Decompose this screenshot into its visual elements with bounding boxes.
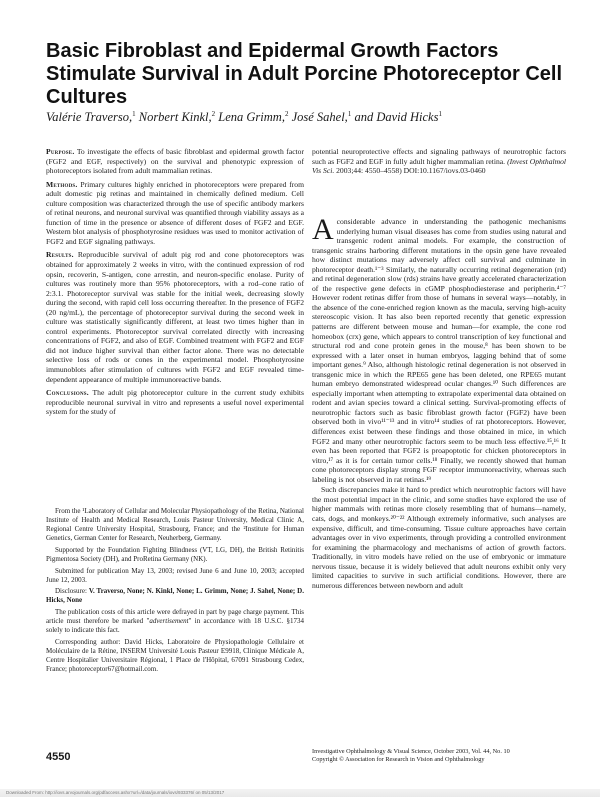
- body-text: [312, 213, 566, 590]
- abstract-conclusions-cont: potential neuroprotective effects and signaling pathways of neurotrophic factors such as FGF2 and EGF in fully adult higher mammalian retina. (Invest Ophthalmol Vis Sci. 2003;44: 4550–4558) DOI:10.1167/iovs.03-0460: [312, 147, 566, 176]
- methods-label: Methods.: [46, 179, 78, 189]
- article-title: Basic Fibroblast and Epidermal Growth Factors Stimulate Survival in Adult Porcine Photoreceptor Cell Cultures: [46, 40, 563, 108]
- affiliation-note: From the ¹Laboratory of Cellular and Molecular Physiopathology of the Retina, National Institute of Health and Medical Research, Louis Pasteur University, Medical Clinic A, Regional Centre University Hospital, Strasbourg, France; and the ²Institute for Human Genetics, German Center for Research, Neuherberg, Germany.: [46, 507, 304, 543]
- drop-cap: A: [312, 213, 334, 246]
- abstract-left-column: [46, 147, 304, 417]
- abstract-purpose: Purpose. To investigate the effects of basic fibroblast and epidermal growth factor (FGF2 and EGF, respectively) on the survival and phenotypic expression of photoreceptors isolated from adult mammalian retinas.: [46, 147, 304, 176]
- author: Valérie Traverso,$^1$: [46, 109, 136, 124]
- body-paragraph: Aconsiderable advance in understanding the pathogenic mechanisms underlying human visual diseases has come from studies using natural and transgenic rodent animal models. For example, the construction of transgenic strains harboring different mutations in the opsin gene have revealed how distinct mutations may adversely affect cell survival and culminate in photoreceptor death.¹⁻³ Similarly, the naturally occurring retinal degeneration (rd) and retinal degeneration slow (rds) strains have greatly accelerated characterization of the respective gene defects in cGMP phosphodiesterase and peripherin.⁴⁻⁷ However rodent retinas differ from those of humans in several ways—notably, in the absence of the cone-enriched region known as the macula, serving high-acuity stereoscopic vision. It has also been reported recently that genetic expression patterns are different between mouse and human—for example, the cone rod homeobox (crx) gene, which appears to control transcription of key functional and structural rod and cone protein genes in the mouse,⁸ has been shown to be expressed with a later onset in human embryos, lagging behind that of some important genes.⁹ Also, although histologic retinal degeneration is not observed in transgenic mice in which the RPE65 gene has been deleted, one RPE65 mutant human embryo demonstrated widespread ocular changes.¹⁰ Such differences are especially important when attempting to extrapolate experimental data obtained on rodent and avian species toward a clinical setting. Survival-promoting effects of neurotrophic factors such as basic fibroblast growth factor (FGF2) have been observed both in vivo¹¹⁻¹³ and in vitro¹⁴ studies of rat photoreceptors. However, differences exist between these findings and those obtained in mice, in which FGF2 and many other neurotrophic factors seem to be much less effective.¹⁵,¹⁶ It even has been reported that FGF2 is proapoptotic for chicken photoreceptors in vitro,¹⁷ as it is for certain tumor cells.¹⁸ Finally, we recently showed that human cone photoreceptors display strong FGF receptor immunoreactivity, whereas such labeling is not observed in rat retinas.¹⁹: [312, 213, 566, 484]
- author-list: [46, 110, 566, 125]
- journal-citation: [312, 748, 566, 764]
- results-label: Results.: [46, 250, 74, 260]
- download-footer: Downloaded From: http://iovs.arvojournals.org/pdfaccess.ashx?url=/data/journals/iovs/933376/ on 05/13/2017: [0, 789, 600, 797]
- author: José Sahel,$^1$: [291, 109, 352, 124]
- footnotes: [46, 507, 304, 677]
- body-paragraph: Such discrepancies make it hard to predict which neurotrophic factors will have the most potential impact in the clinic, and some studies have explored the use of higher mammals with retinas more closely resembling that of humans—namely, cats, dogs, and monkeys.²⁰⁻²² Although extremely informative, such analyses are expensive, difficult, and time-consuming. Tissue culture approaches have certain advantages over in vivo experiments, through providing a controlled environment for examining the pharmacology and mechanisms of action of growth factors. Traditionally, in vitro models have relied on the use of embryonic or immature nervous tissue, because it is widely believed that adult neurons exhibit only very limited capacities to survive in such artificial conditions. However, there are numerous differences between newborn and adult: [312, 485, 566, 590]
- abstract-results: Results. Reproducible survival of adult pig rod and cone photoreceptors was obtained for approximately 2 weeks in vitro, with the continued expression of rod opsin, recoverin, S-antigen, cone arrestin, and neuron-specific enolase. Purity of cultures was routinely more than 95% photoreceptors, with a rod–cone ratio of 2:3.1. Photoreceptor survival was stable for the initial week, decreasing slowly during the second, with rapid cell loss occurring thereafter. In the presence of FGF2 (20 ng/mL), the percentage of photoreceptor survival during the second week in culture was statistically significantly different, at least two times higher than in control experiments. Photoreceptor survival correlated directly with increasing concentrations of FGF2, and also of EGF. Combined treatment with FGF2 and EGF did not induce higher survival than either factor alone. There was no detectable selective loss of rods or cones in the experimental model. Phosphotyrosine immunoblots after stimulation of cultures with FGF2 and EGF revealed time-dependent appearance of multiple immunoreactive bands.: [46, 250, 304, 384]
- author: Norbert Kinkl,$^2$: [138, 109, 216, 124]
- journal-copyright: Copyright © Association for Research in Vision and Ophthalmology: [312, 756, 485, 763]
- citation-details: 2003;44: 4550–4558) DOI:10.1167/iovs.03-0460: [336, 166, 486, 176]
- charges-note: The publication costs of this article were defrayed in part by page charge payment. This article must therefore be marked "advertisement" in accordance with 18 U.S.C. §1734 solely to indicate this fact.: [46, 607, 304, 635]
- conclusions-label: Conclusions.: [46, 388, 89, 398]
- support-note: Supported by the Foundation Fighting Blindness (VT, LG, DH), the British Retinitis Pigmentosa Society (DH), and ProRetina Germany (NK).: [46, 545, 304, 563]
- purpose-label: Purpose.: [46, 147, 75, 156]
- citation-journal: (Invest Ophthalmol Vis Sci.: [312, 156, 566, 176]
- abstract-right-column: [312, 147, 566, 176]
- author: Lena Grimm,$^2$: [218, 109, 289, 124]
- journal-issue: Investigative Ophthalmology & Visual Science, October 2003, Vol. 44, No. 10: [312, 748, 510, 755]
- abstract-conclusions: Conclusions. The adult pig photoreceptor culture in the current study exhibits reproducible neuronal survival in vitro and represents a useful novel experimental system for the study of: [46, 388, 304, 417]
- abstract-methods: Methods. Primary cultures highly enriched in photoreceptors were prepared from adult domestic pig retinas and maintained in chemically defined medium. Cell culture composition was characterized through the use of specific antibody markers of retinal neurons, and neuronal survival was quantified through viability assays as a function of time in the presence or absence of different doses of FGF2 and EGF. Western blot analysis of phosphotyrosine residues was used to monitor activation of FGF2 and EGF signaling pathways.: [46, 179, 304, 246]
- corresponding-note: Corresponding author: David Hicks, Laboratoire de Physiopathologie Cellulaire et Moléculaire de la Rétine, INSERM Université Louis Pasteur E9918, Clinique Médicale A, Centre Hospitalier Universitaire Régional, 1 Place de l'Hôpital, 67091 Strasbourg Cedex, France; photoreceptor67@hotmail.com.: [46, 637, 304, 673]
- submission-note: Submitted for publication May 13, 2003; revised June 6 and June 10, 2003; accepted June 12, 2003.: [46, 566, 304, 584]
- disclosure-note: Disclosure: V. Traverso, None; N. Kinkl, None; L. Grimm, None; J. Sahel, None; D. Hicks, None: [46, 587, 304, 605]
- page-number: 4550: [46, 751, 71, 763]
- author: and David Hicks$^1$: [354, 109, 442, 124]
